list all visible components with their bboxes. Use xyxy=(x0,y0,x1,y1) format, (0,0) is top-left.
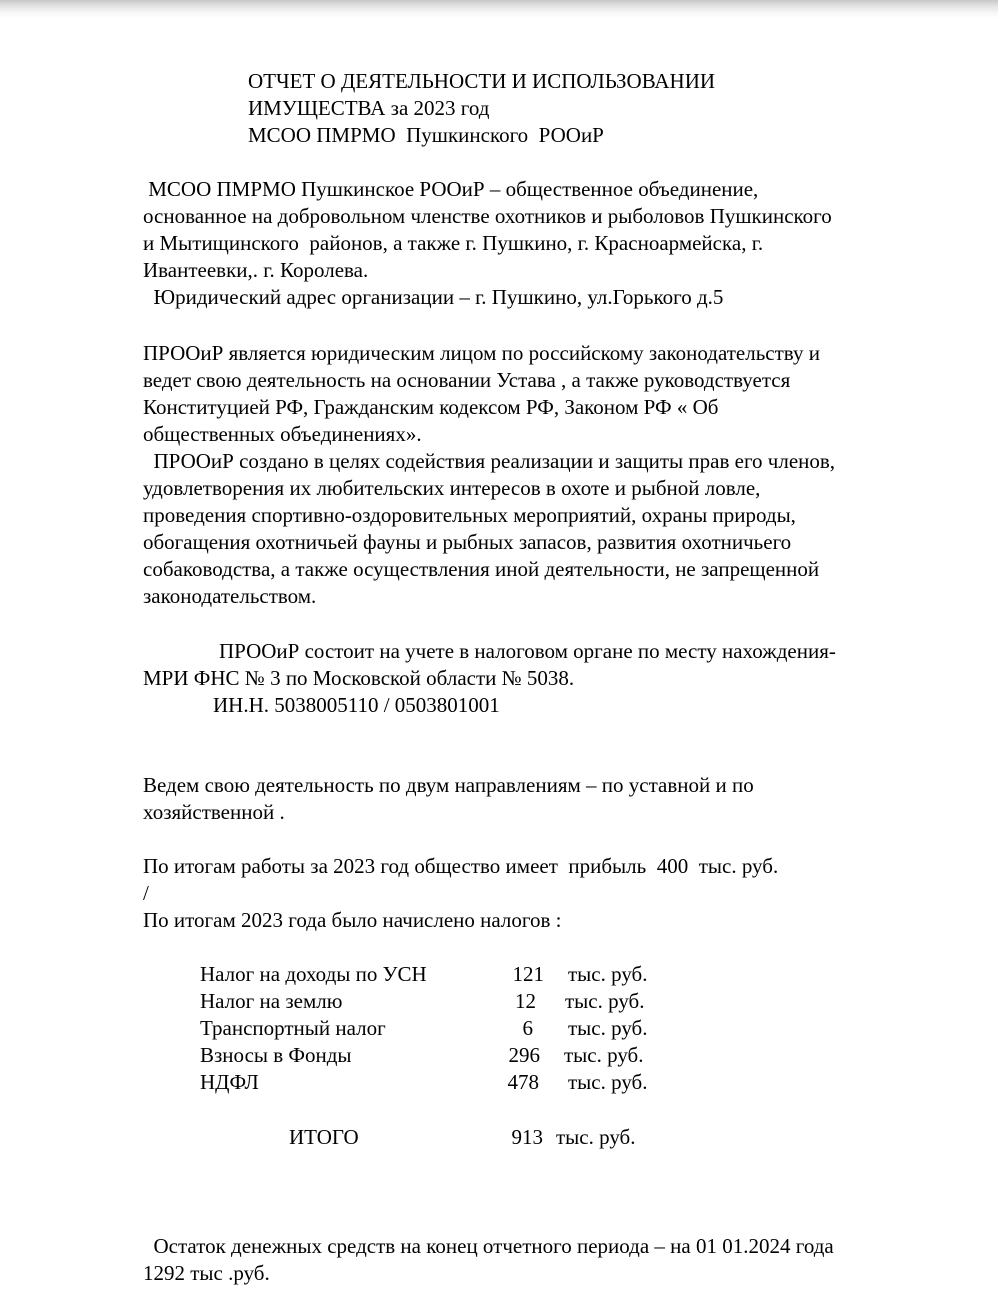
tax-name: Взносы в Фонды xyxy=(200,1043,352,1067)
taxes-intro: По итогам 2023 года было начислено налогов : xyxy=(143,908,562,932)
tax-name: Налог на землю xyxy=(200,989,343,1013)
purpose-line-4: обогащения охотничьей фауны и рыбных запасов, развития охотничьего xyxy=(143,530,792,554)
tax-unit: тыс. руб. xyxy=(564,1043,644,1067)
inn-kpp: ИН.Н. 5038005110 / 0503801001 xyxy=(213,693,500,717)
purpose-line-5: собаководства, а также осуществления иной деятельности, не запрещенной xyxy=(143,557,820,581)
intro-line-3: и Мытищинского районов, а также г. Пушкино, г. Красноармейска, г. xyxy=(143,231,764,255)
intro-line-1: МСОО ПМРМО Пушкинское РООиР – общественное объединение, xyxy=(143,177,759,201)
total-label: ИТОГО xyxy=(289,1125,359,1149)
tax-registration-line-2: МРИ ФНС № 3 по Московской области № 5038. xyxy=(143,666,575,690)
slash-mark: / xyxy=(143,881,149,905)
balance-line-1: Остаток денежных средств на конец отчетного периода – на 01 01.2024 года xyxy=(143,1234,834,1258)
heading-line-3: МСОО ПМРМО Пушкинского РООиР xyxy=(248,123,604,147)
profit-statement: По итогам работы за 2023 год общество имеет прибыль 400 тыс. руб. xyxy=(143,854,779,878)
tax-unit: тыс. руб. xyxy=(568,1070,648,1094)
intro-line-2: основанное на добровольном членстве охотников и рыболовов Пушкинского xyxy=(143,204,832,228)
legal-status-line-3: Конституцией РФ, Гражданским кодексом РФ, Законом РФ « Об xyxy=(143,395,719,419)
heading-line-2: ИМУЩЕСТВА за 2023 год xyxy=(248,96,490,120)
tax-amount: 478 xyxy=(507,1070,539,1094)
tax-unit: тыс. руб. xyxy=(568,962,648,986)
tax-unit: тыс. руб. xyxy=(565,989,645,1013)
purpose-line-6: законодательством. xyxy=(143,584,317,608)
tax-amount: 296 xyxy=(508,1043,540,1067)
tax-name: Налог на доходы по УСН xyxy=(200,962,427,986)
activities-line-1: Ведем свою деятельность по двум направлениям – по уставной и по xyxy=(143,773,754,797)
purpose-line-2: удовлетворения их любительских интересов в охоте и рыбной ловле, xyxy=(143,476,761,500)
total-amount: 913 xyxy=(511,1125,543,1149)
tax-amount: 121 xyxy=(512,962,544,986)
purpose-line-3: проведения спортивно-оздоровительных мероприятий, охраны природы, xyxy=(143,503,796,527)
tax-name: Транспортный налог xyxy=(200,1016,386,1040)
legal-status-line-2: ведет свою деятельность на основании Устава , а также руководствуется xyxy=(143,368,791,392)
legal-status-line-1: ПРООиР является юридическим лицом по российскому законодательству и xyxy=(143,341,820,365)
legal-status-line-4: общественных объединениях». xyxy=(143,422,422,446)
intro-line-4: Ивантеевки,. г. Королева. xyxy=(143,258,369,282)
heading-line-1: ОТЧЕТ О ДЕЯТЕЛЬНОСТИ И ИСПОЛЬЗОВАНИИ xyxy=(248,69,716,93)
tax-registration-line-1: ПРООиР состоит на учете в налоговом органе по месту нахождения- xyxy=(219,639,836,663)
tax-amount: 12 xyxy=(515,989,536,1013)
total-unit: тыс. руб. xyxy=(556,1125,636,1149)
legal-address: Юридический адрес организации – г. Пушкино, ул.Горького д.5 xyxy=(143,285,724,309)
tax-amount: 6 xyxy=(522,1016,533,1040)
activities-line-2: хозяйственной . xyxy=(143,800,285,824)
tax-name: НДФЛ xyxy=(200,1070,259,1094)
tax-unit: тыс. руб. xyxy=(568,1016,648,1040)
balance-line-2: 1292 тыс .руб. xyxy=(143,1261,270,1285)
purpose-line-1: ПРООиР создано в целях содействия реализации и защиты прав его членов, xyxy=(143,449,836,473)
